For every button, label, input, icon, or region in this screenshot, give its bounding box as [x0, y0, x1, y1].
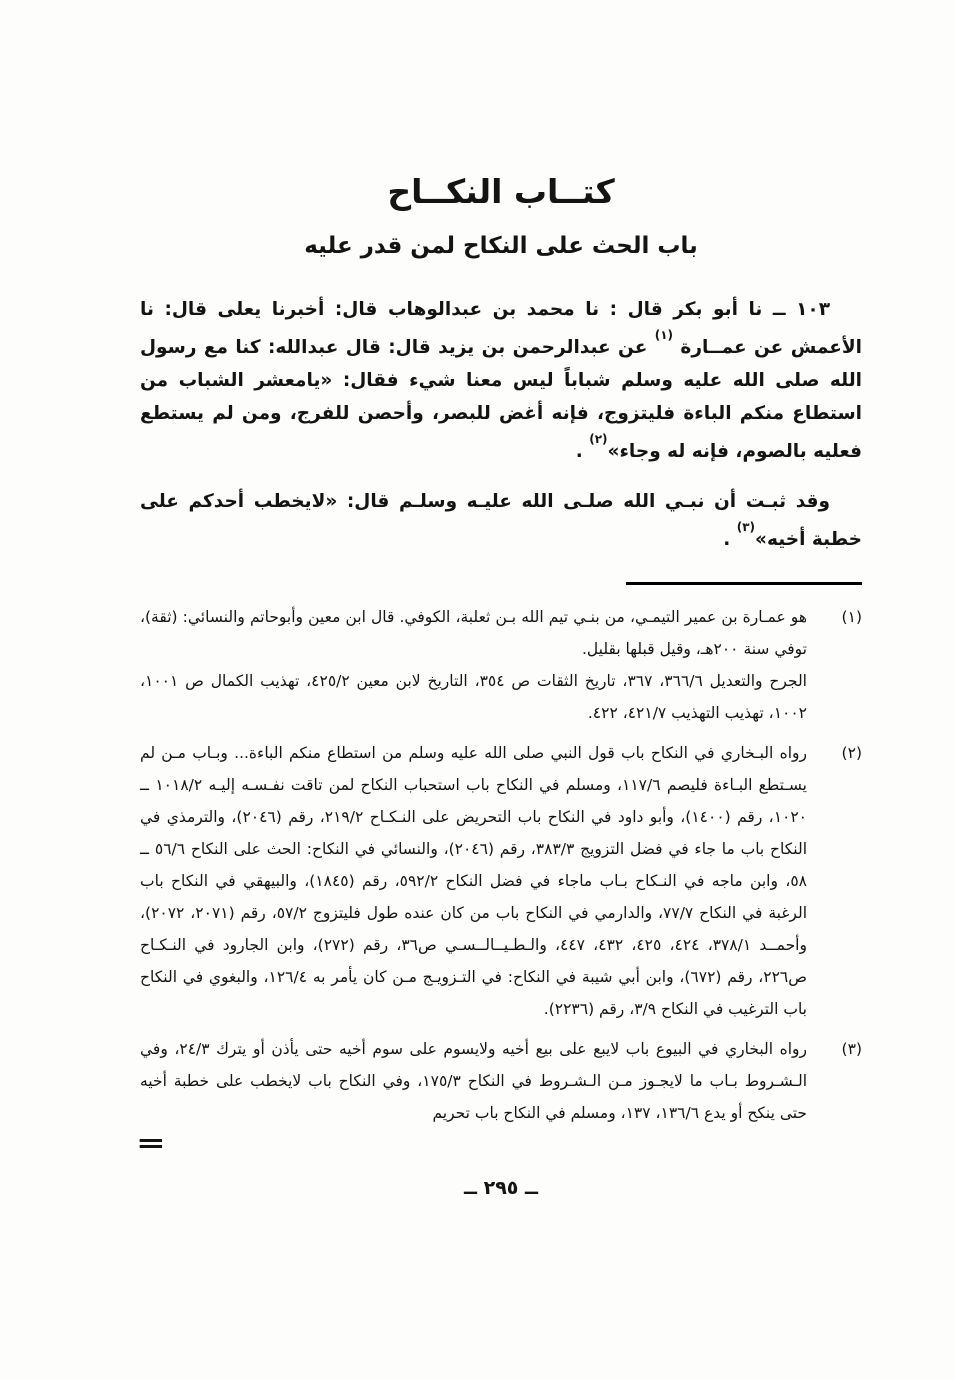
- footnote-ref-1: (١): [654, 328, 674, 342]
- footnote-ref-2: (٢): [589, 432, 608, 447]
- hadith-text: عن عبدالرحمن بن يزيد قال: قال عبدالله: كنا مع رسول الله صلى الله عليه وسلم شباباً ليس معنا شيء فقال: «يامعشر الشباب من استطاع منكم الباءة فليتزوج، فإنه أغض للبصر، وأحصن للفرج، ومن لم يستطع فعليه بالصوم، فإنه له وجاء»: [140, 337, 862, 463]
- continuation-mark: ═: [140, 1124, 162, 1166]
- chapter-heading: باب الحث على النكاح لمن قدر عليه: [304, 233, 698, 259]
- hadith-text: وقد ثبـت أن نبـي الله صلـى الله عليـه وسلـم قال: «لايخطب أحدكم على خطبة أخيه»: [140, 491, 862, 551]
- book-title: كتــاب النكــاح: [387, 172, 615, 211]
- footnote-body: [140, 1033, 807, 1129]
- footnote-text: رواه البخاري في البيوع باب لايبع على بيع أخيه ولايسوم على سوم أخيه حتى يأذن أو يترك ٢٤/٣، وفي الـشـروط بـاب ما لايجـوز مـن الـشـروط في النكاح ١٧٥/٣، وفي النكاح باب لايخطب على خطبة أخيه حتى ينكح أو يدع ١٣٦/٦، ١٣٧، ومسلم في النكاح باب تحريم: [140, 1040, 808, 1123]
- footnote-1: [140, 601, 862, 729]
- second-paragraph: [140, 485, 862, 556]
- main-text: [140, 293, 862, 556]
- footnote-number: (١): [841, 608, 862, 627]
- footnote-number: (٢): [841, 744, 862, 763]
- footnote-body: [140, 737, 807, 1025]
- hadith-103-paragraph: [140, 293, 862, 468]
- footnote-body: [140, 601, 807, 729]
- footnote-text: هو عمـارة بن عمير التيمـي، من بنـي تيم الله بـن ثعلبة، الكوفي. قال ابن معين وأبوحاتم والنسائي: (ثقة)، توفي سنة ٢٠٠هـ، وقيل قبلها بقليل.: [140, 608, 807, 659]
- page-number: ــ ٢٩٥ ــ: [463, 1177, 538, 1200]
- footnote-text: الجرح والتعديل ٣٦٦/٦، ٣٦٧، تاريخ الثقات ص ٣٥٤، التاريخ لابن معين ٤٢٥/٢، تهذيب الكمال ص ١٠٠١، ١٠٠٢، تهذيب التهذيب ٤٢١/٧، ٤٢٢.: [140, 672, 807, 723]
- footnotes-section: [140, 601, 862, 1129]
- footnote-text: رواه البـخاري في النكاح باب قول النبي صلى الله عليه وسلم من استطاع منكم الباءة... وبـاب مـن لم يسـتطع البـاءة فليصم ١١٧/٦، ومسلم في النكاح باب استحباب النكاح لمن تاقت نفـسـه إليـه ١٠١٨/٢ ــ ١٠٢٠، رقم (١٤٠٠)، وأبو داود في النكاح باب التحريض على النـكـاح ٢١٩/٢، رقم (٢٠٤٦)، والترمذي في النكاح باب ما جاء في فضل التزويج ٣٨٣/٣، رقم (٢٠٤٦)، والنسائي في النكاح: الحث على النكاح ٥٦/٦ ــ ٥٨، وابن ماجه في النـكاح بـاب ماجاء في فضل النكاح ٥٩٢/٢، رقم (١٨٤٥)، والبيهقي في النكاح باب الرغبة في النكاح ٧٧/٧، والدارمي في النكاح باب من كان عنده طول فليتزوج ٥٧/٢، رقم (٢٠٧١، ٢٠٧٢)، وأحمــد ٣٧٨/١، ٤٢٤، ٤٢٥، ٤٣٢، ٤٤٧، والـطـيــالــسـي ص٣٦، رقم (٢٧٢)، وابن الجارود في النـكـاح ص٢٢٦، رقم (٦٧٢)، وابن أبي شيبة في النكاح: في التـزويـج مـن كان يأمر به ١٢٦/٤، والبغوي في النكاح باب الترغيب في النكاح ٣/٩، رقم (٢٢٣٦).: [140, 744, 808, 1019]
- page-header: [140, 172, 862, 259]
- footnote-number: (٣): [841, 1040, 862, 1059]
- footnote-3: [140, 1033, 862, 1129]
- footnote-divider: [626, 582, 862, 585]
- footnote-ref-3: (٣): [736, 520, 756, 535]
- hadith-text: .: [723, 529, 737, 551]
- hadith-text: .: [575, 441, 590, 463]
- footnote-2: [140, 737, 862, 1025]
- hadith-text: ١٠٣ ــ نا أبو بكر قال : نا محمد بن عبدالوهاب قال: أخبرنا يعلى قال: نا الأعمش عن عمــارة: [140, 299, 862, 359]
